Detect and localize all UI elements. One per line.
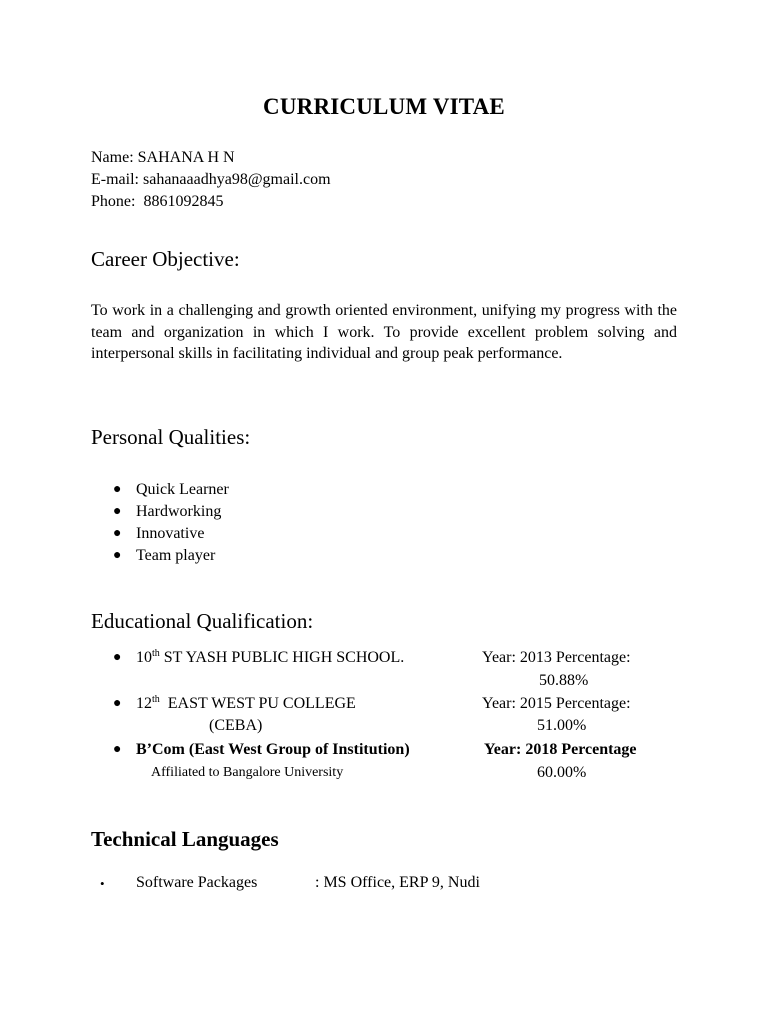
phone-value: 8861092845: [143, 193, 224, 210]
education-percent: 51.00%: [537, 717, 587, 734]
quality-item: Team player: [136, 547, 216, 564]
education-school: B’Com (East West Group of Institution): [136, 741, 410, 758]
software-packages-label: Software Packages: [136, 874, 258, 891]
education-school: [136, 649, 404, 667]
affiliation-note: Affiliated to Bangalore University: [151, 765, 344, 780]
email-value: sahanaaadhya98@gmail.com: [142, 171, 331, 188]
career-objective-heading: Career Objective:: [91, 247, 240, 271]
page-title: CURRICULUM VITAE: [263, 94, 505, 119]
email-line: [91, 171, 331, 189]
education-heading: Educational Qualification:: [91, 609, 314, 633]
stream-name: (CEBA): [209, 717, 263, 734]
bullet-icon: ●: [113, 504, 122, 519]
education-year: Year: 2015 Percentage:: [482, 695, 631, 712]
grade-suffix: th: [152, 648, 160, 659]
technical-languages-heading: Technical Languages: [91, 827, 279, 851]
bullet-icon: ●: [113, 650, 122, 665]
phone-label: Phone:: [91, 193, 144, 210]
bullet-icon: ●: [113, 548, 122, 563]
education-percent: 60.00%: [537, 764, 587, 781]
grade-suffix: th: [152, 694, 160, 705]
personal-qualities-heading: Personal Qualities:: [91, 425, 251, 449]
quality-item: Hardworking: [136, 503, 222, 520]
career-objective-text: To work in a challenging and growth oriented environment, unifying my progress with the team and organization in which I work. To provide excellent problem solving and interpersonal skills in facilitating individual and group peak performance.: [91, 302, 677, 362]
phone-line: [91, 193, 223, 211]
bullet-icon: ●: [113, 696, 122, 711]
education-school: [136, 695, 356, 713]
quality-item: Quick Learner: [136, 481, 229, 498]
quality-item: Innovative: [136, 525, 205, 542]
school-name: EAST WEST PU COLLEGE: [159, 695, 356, 712]
grade-number: 12: [136, 695, 152, 712]
name-value: SAHANA H N: [137, 149, 235, 166]
education-year: Year: 2018 Percentage: [484, 741, 637, 758]
bullet-icon: ●: [113, 742, 122, 757]
bullet-icon: ●: [113, 526, 122, 541]
name-line: [91, 149, 235, 167]
education-percent: 50.88%: [539, 672, 589, 689]
software-packages-value: : MS Office, ERP 9, Nudi: [315, 874, 480, 891]
bullet-icon: •: [100, 876, 105, 891]
bullet-icon: ●: [113, 482, 122, 497]
education-year: Year: 2013 Percentage:: [482, 649, 631, 666]
grade-number: 10: [136, 649, 152, 666]
email-label: E-mail:: [91, 171, 143, 188]
name-label: Name:: [91, 149, 138, 166]
school-name: ST YASH PUBLIC HIGH SCHOOL.: [159, 649, 405, 666]
